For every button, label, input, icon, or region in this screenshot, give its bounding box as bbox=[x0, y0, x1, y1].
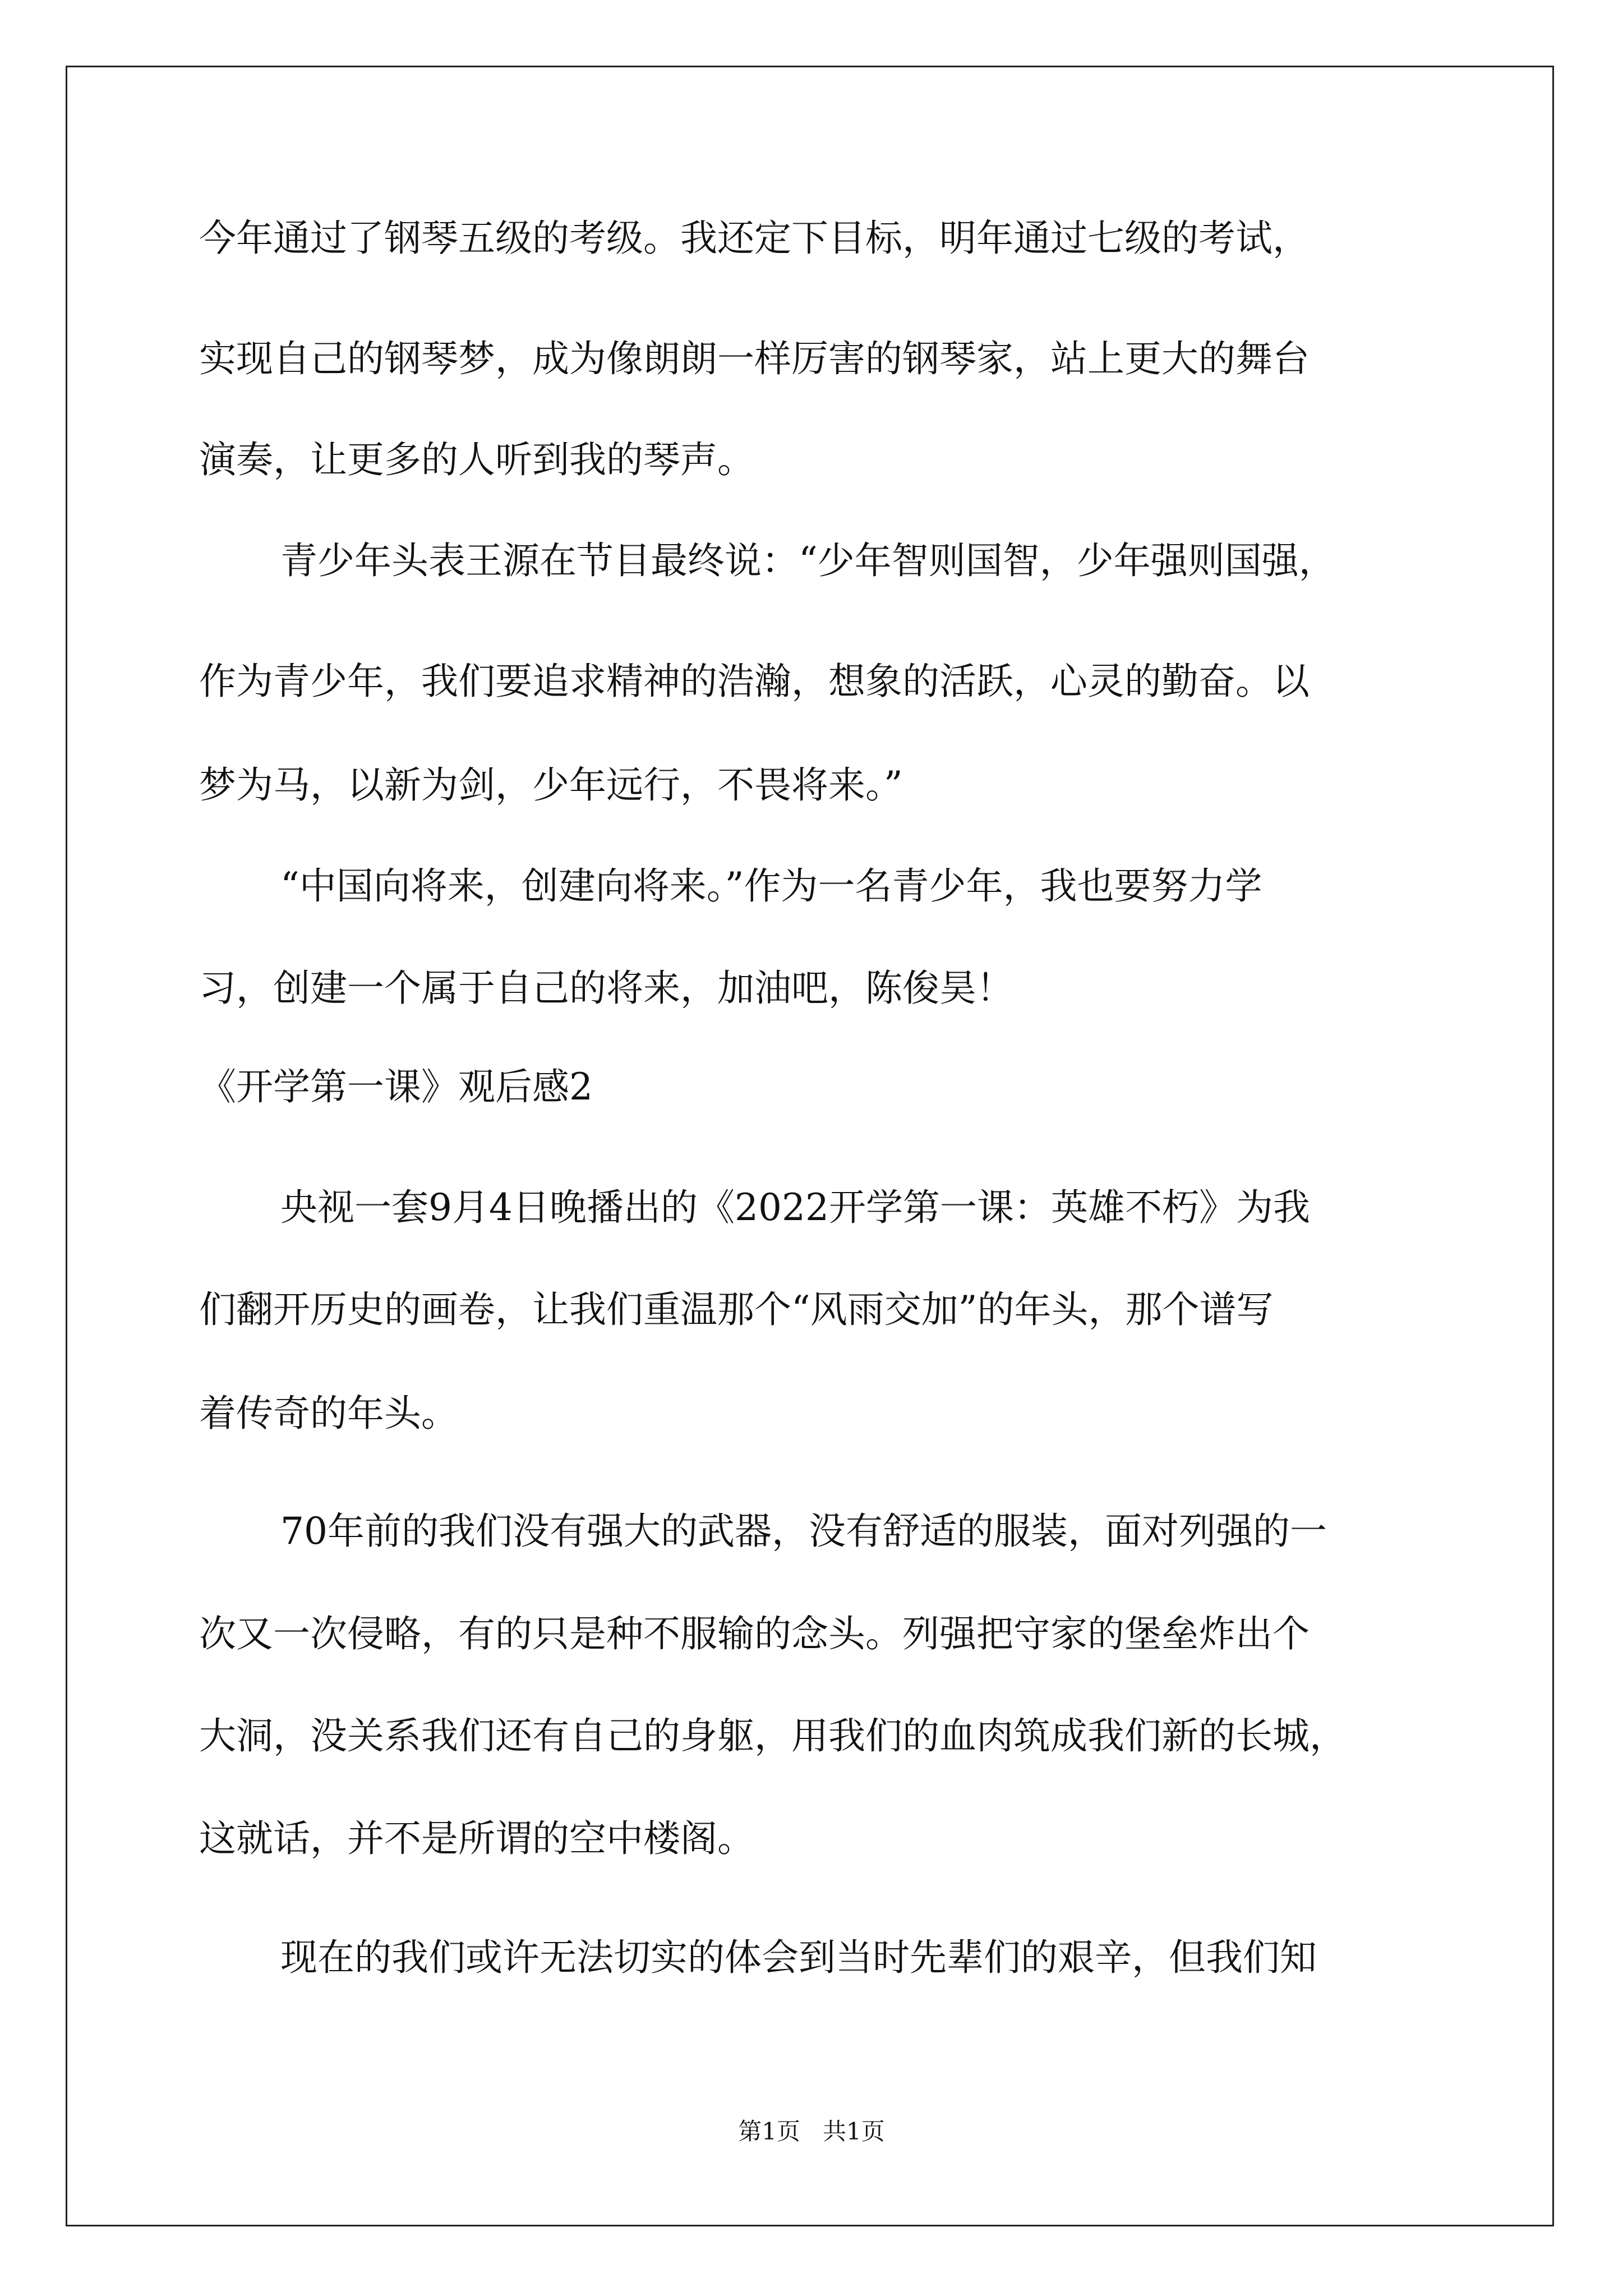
body-line: 今年通过了钢琴五级的考级。我还定下目标，明年通过七级的考试， bbox=[199, 217, 1310, 260]
page-border bbox=[66, 66, 1554, 2226]
body-line: 演奏，让更多的人听到我的琴声。 bbox=[199, 438, 754, 481]
body-line: 着传奇的年头。 bbox=[199, 1392, 458, 1435]
body-line: 大洞，没关系我们还有自己的身躯，用我们的血肉筑成我们新的长城， bbox=[199, 1714, 1347, 1757]
paragraph-first-line: “中国向将来，创建向将来。”作为一名青少年，我也要努力学 bbox=[280, 864, 1262, 908]
paragraph-first-line: 70年前的我们没有强大的武器，没有舒适的服装，面对列强的一 bbox=[280, 1510, 1327, 1553]
body-line: 这就话，并不是所谓的空中楼阁。 bbox=[199, 1817, 754, 1860]
body-line: 梦为马，以新为剑，少年远行，不畏将来。” bbox=[199, 763, 903, 807]
body-line: 习，创建一个属于自己的将来，加油吧，陈俊昊！ bbox=[199, 967, 1013, 1010]
section-heading: 《开学第一课》观后感2 bbox=[199, 1065, 593, 1108]
body-line: 作为青少年，我们要追求精神的浩瀚，想象的活跃，心灵的勤奋。以 bbox=[199, 660, 1310, 703]
paragraph-first-line: 青少年头表王源在节目最终说：“少年智则国智，少年强则国强， bbox=[280, 539, 1336, 582]
paragraph-first-line: 央视一套9月4日晚播出的《2022开学第一课：英雄不朽》为我 bbox=[280, 1186, 1310, 1229]
paragraph-first-line: 现在的我们或许无法切实的体会到当时先辈们的艰辛，但我们知 bbox=[280, 1936, 1317, 1979]
body-line: 次又一次侵略，有的只是种不服输的念头。列强把守家的堡垒炸出个 bbox=[199, 1612, 1310, 1655]
body-line: 们翻开历史的画卷，让我们重温那个“风雨交加”的年头，那个谱写 bbox=[199, 1288, 1274, 1331]
body-line: 实现自己的钢琴梦，成为像朗朗一样厉害的钢琴家，站上更大的舞台 bbox=[199, 337, 1310, 380]
page-footer: 第1页 共1页 bbox=[738, 2118, 885, 2145]
